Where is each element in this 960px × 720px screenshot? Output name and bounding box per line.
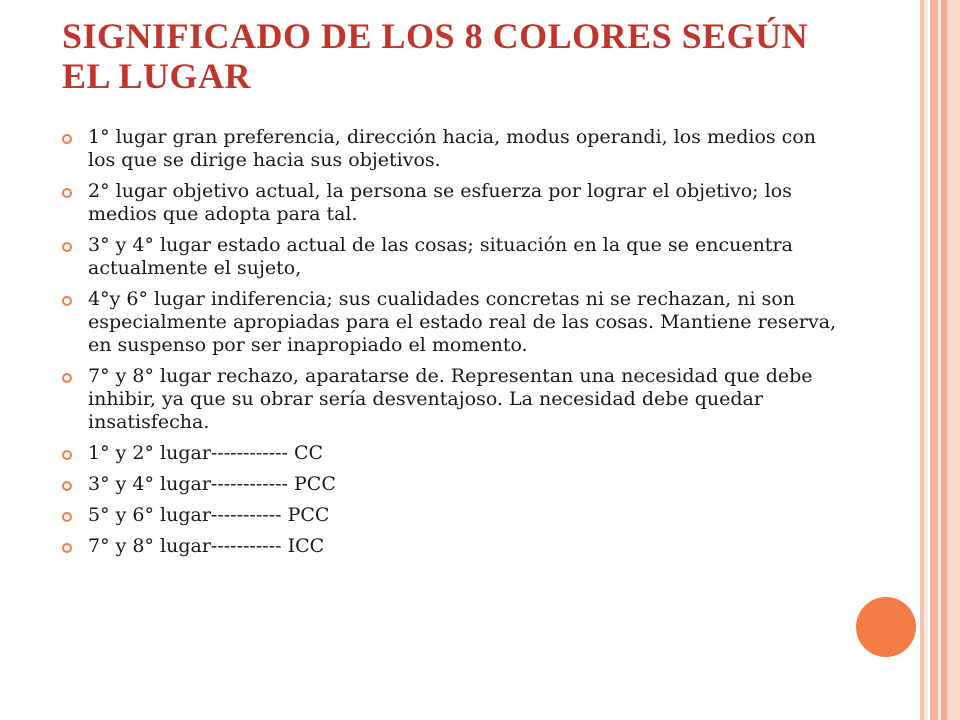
decorative-stripe — [930, 0, 938, 720]
bullet-text: 3° y 4° lugar------------ PCC — [88, 473, 336, 495]
bullet-item — [62, 126, 842, 172]
bullet-text: 1° lugar gran preferencia, dirección hacia, modus operandi, los medios con los que se dirige hacia sus objetivos. — [88, 126, 816, 171]
decorative-stripe — [924, 0, 928, 720]
bullet-item — [62, 288, 842, 357]
bullet-marker-icon — [62, 373, 72, 383]
bullet-item — [62, 535, 842, 558]
bullet-list — [62, 126, 842, 566]
bullet-marker-icon — [62, 512, 72, 522]
bullet-text: 1° y 2° lugar------------ CC — [88, 442, 324, 464]
bullet-marker-icon — [62, 543, 72, 553]
bullet-item — [62, 180, 842, 226]
bullet-marker-icon — [62, 481, 72, 491]
bullet-marker-icon — [62, 450, 72, 460]
bullet-text: 4°y 6° lugar indiferencia; sus cualidades concretas ni se rechazan, ni son especialmente apropiadas para el estado real de las cosas. Mantiene reserva, en suspenso por ser inapropiado el momento. — [88, 288, 837, 356]
bullet-marker-icon — [62, 296, 72, 306]
bullet-text: 3° y 4° lugar estado actual de las cosas; situación en la que se encuentra actualmente el sujeto, — [88, 234, 793, 279]
bullet-item — [62, 473, 842, 496]
bullet-text: 2° lugar objetivo actual, la persona se esfuerza por lograr el objetivo; los medios que adopta para tal. — [88, 180, 792, 225]
bullet-item — [62, 365, 842, 434]
bullet-marker-icon — [62, 188, 72, 198]
slide-title: SIGNIFICADO DE LOS 8 COLORES SEGÚN EL LUGAR — [62, 16, 809, 96]
bullet-text: 7° y 8° lugar rechazo, aparatarse de. Representan una necesidad que debe inhibir, ya que su obrar sería desventajoso. La necesidad debe quedar insatisfecha. — [88, 365, 813, 433]
bullet-text: 5° y 6° lugar----------- PCC — [88, 504, 330, 526]
bullet-text: 7° y 8° lugar----------- ICC — [88, 535, 325, 557]
decorative-stripe — [947, 0, 960, 720]
bullet-marker-icon — [62, 134, 72, 144]
bullet-item — [62, 504, 842, 527]
bullet-marker-icon — [62, 242, 72, 252]
bullet-item — [62, 234, 842, 280]
bullet-item — [62, 442, 842, 465]
decorative-circle — [856, 597, 916, 657]
